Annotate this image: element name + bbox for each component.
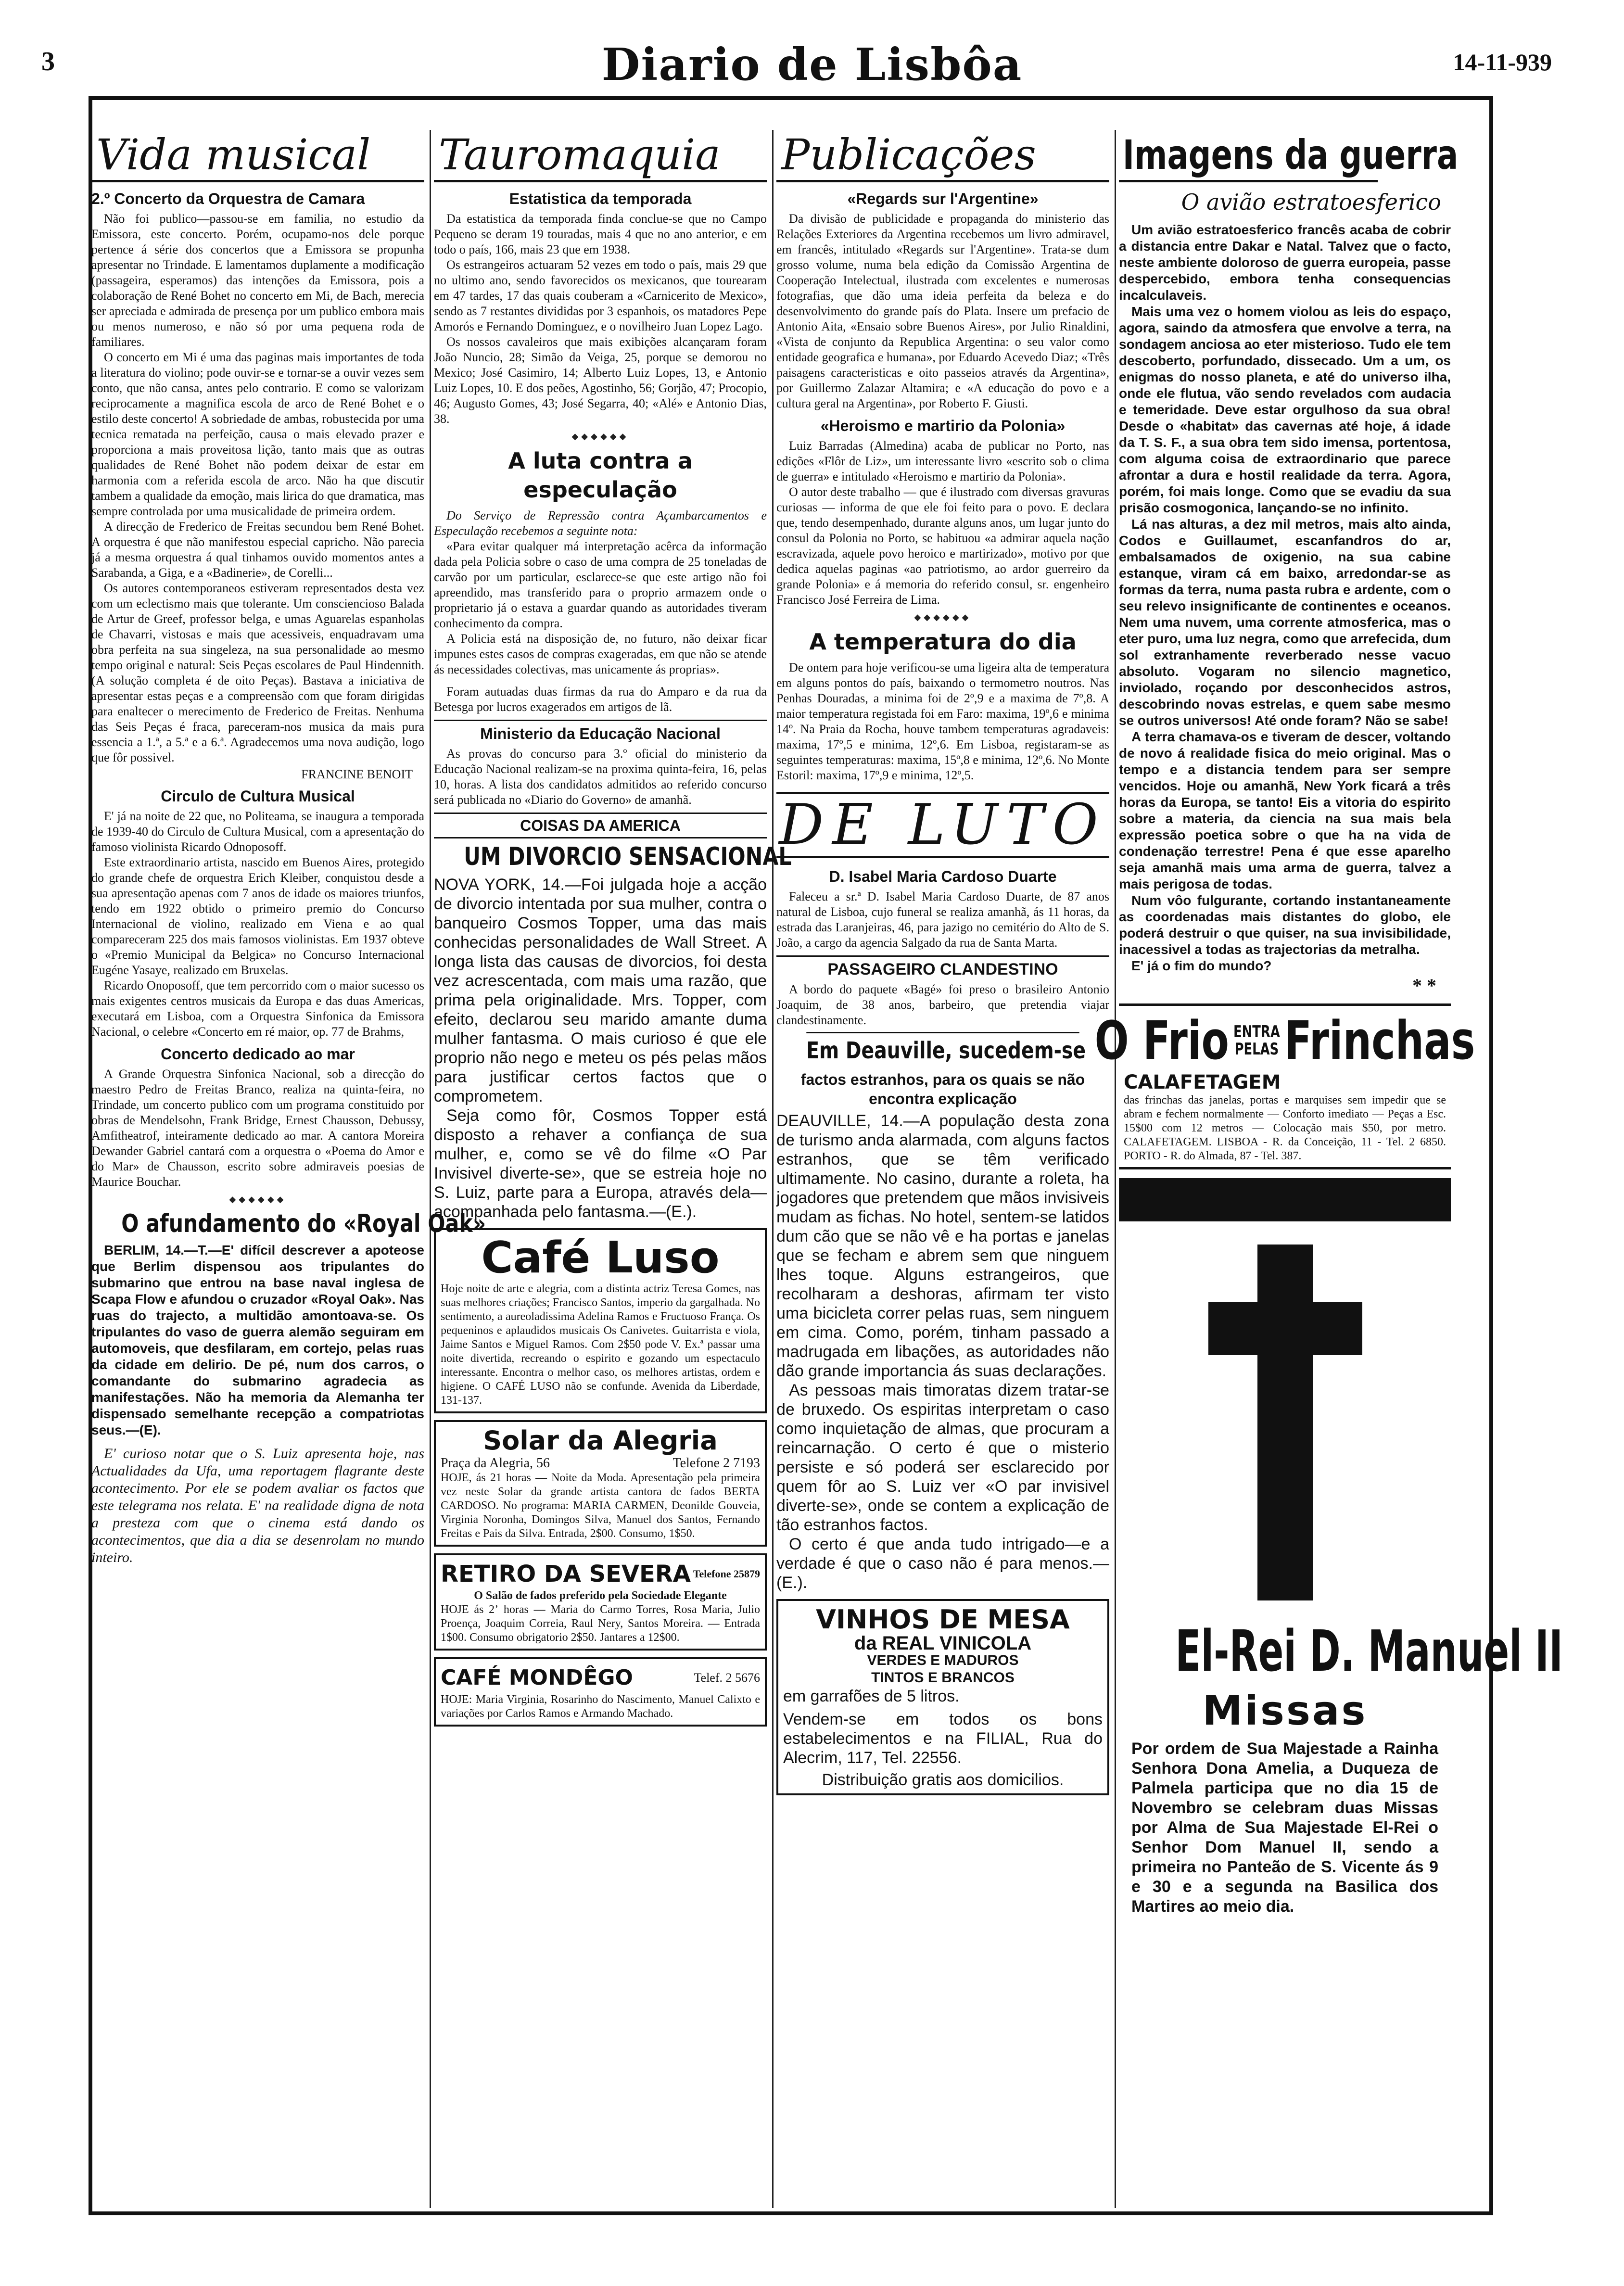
section-title: Publicações: [776, 130, 1109, 182]
ad-title: Solar da Alegria: [483, 1425, 718, 1456]
ad-text: Hoje noite de arte e alegria, com a distinta actriz Teresa Gomes, nas suas melhores criações; Francisco Santos, imperio da gargalhada. No sentimento, a aureoladissima Adelina Ramos e Fructuoso França. Os pequeninos e aplaudidos musicais Os Canivetes. Guitarrista e viola, Jaime Santos e Miguel Ramos. Com 2$50 pode V. Ex.ª passar uma noite divertida, recreando o espirito e gozando um espectaculo interessante. Encontra o melhor caso, os melhores artistas, ordem e higiene. O CAFÉ LUSO não se confunde. Avenida da Liberdade, 131-137.: [441, 1283, 760, 1407]
ad-line: da REAL VINICOLA: [854, 1633, 1032, 1654]
column-vida-musical: [91, 130, 486, 2213]
ornament-divider: ◆◆◆◆◆◆: [229, 1194, 287, 1204]
article-paragraph: Num vôo fulgurante, cortando instantaneamente as coordenadas mais distantes do globo, ele poderá destruir o que quiser, na sua invisibilidade, inacessivel a todas as trajectorias da metralha.: [1119, 893, 1451, 957]
ad-title: O Frio ENTRA PELAS Frinchas: [1094, 1010, 1475, 1071]
article-kicker: COISAS DA AMERICA: [434, 813, 767, 838]
article-paragraph: E' já o fim do mundo?: [1131, 958, 1272, 973]
article-paragraph: «Para evitar qualquer má interpretação acêrca da informação dada pela Policia sobre o caso de uma compra de 25 toneladas de carvão por um particular, esclarece-se que este artigo não foi apreendido, mas transferido para o proprio armazem onde o proprietario já o estava a guardar quando as autoridades tiveram conhecimento da compra.: [434, 539, 767, 630]
article-heading: «Regards sur l'Argentine»: [847, 190, 1039, 207]
article-paragraph: Os estrangeiros actuaram 52 vezes em todo o país, mais 29 que no ultimo ano, sendo favorecidos os mexicanos, que tourearam em 47 tardes, 17 das quais couberam a «Carnicerito de Mexico», sendo as 7 restantes divididas por 3 espanhois, os matadores Pepe Amorós e Fernando Dominguez, e o novilheiro Juan Lopez Lago.: [434, 258, 767, 333]
column-rule: [1115, 130, 1116, 2208]
article-heading: Ministerio da Educação Nacional: [434, 720, 767, 743]
ad-solar-da-alegria: [434, 1420, 767, 1547]
ad-text: HOJE: Maria Virginia, Rosarinho do Nascimento, Manuel Calixto e variações por Carlos Ramos e Armando Machado.: [441, 1693, 760, 1720]
obituary-name: El-Rei D. Manuel II: [1175, 1618, 1563, 1684]
section-title: Imagens da guerra: [1119, 130, 1378, 182]
ad-phone: Telefone 2 7193: [672, 1456, 760, 1471]
ad-title: Café Luso: [481, 1232, 720, 1283]
article-paragraph: Este extraordinario artista, nascido em Buenos Aires, protegido do grande chefe de orquestra Erich Kleiber, conquistou desde a sua apresentação apenas com 7 anos de idade os maiores triunfos, tendo em 1922 obtido o primeiro premio do Concurso Internacional de violino, realizado em Viena e ao qual compareceram 225 dos mais famosos violinistas. Em 1937 obteve o «Premio Municipal da Belgica» no Concurso Internacional Eugéne Yasaye, realizado em Bruxelas.: [91, 855, 424, 977]
article-paragraph: Os autores contemporaneos estiveram representados desta vez com um eclectismo mais que tolerante. Um consciencioso Balada de Artur de Greef, professor belga, e umas Aguarelas espanholas de Chavarri, vistosas e mais que acessiveis, enquadravam uma obra perfeita na sua singeleza, na sua personalidade ao mesmo tempo original e natural: Seis Peças escolares de Paul Hindennith. (A solução completa é de oito Peças). Bastava a iniciativa de apresentar estas peças e a compreensão com que foram dirigidas para enaltecer o merecimento de Frederico de Freitas. Nenhuma das Seis Peças é fraca, pareceram-nos musica da mais pura essencia a 1.ª, a 5.ª e a 6.ª. Agradecemos uma nova audição, logo que fôr possivel.: [91, 581, 424, 764]
obituary-heading: Missas: [1202, 1687, 1368, 1734]
ornament-divider: ◆◆◆◆◆◆: [571, 432, 629, 441]
obituary-banner: DE LUTO: [776, 792, 1109, 858]
column-rule: [772, 130, 774, 2208]
obituary-text: Por ordem de Sua Majestade a Rainha Senhora Dona Amelia, a Duqueza de Palmela participa que no dia 15 de Novembro se celebram duas Missas por Alma de Sua Majestade El-Rei o Senhor Dom Manuel II, sendo a primeira no Panteão de S. Vicente ás 9 e 30 e a segunda na Basilica dos Martires ao meio dia.: [1131, 1740, 1438, 1916]
ad-cafe-luso: [434, 1228, 767, 1413]
article-paragraph: Os nossos cavaleiros que mais exibições alcançaram foram João Nuncio, 28; Simão da Veiga, 25, porque se demorou no Mexico; José Casimiro, 14; Alberto Luiz Lopes, 13, e Antonio Luiz Lopes, 10. E dos peões, Agostinho, 56; Gorjão, 47; Procopio, 46; Augusto Gomes, 43; José Segarra, 40; «Alé» e Antonio Dias, 38.: [434, 335, 767, 426]
article-lead: Do Serviço de Repressão contra Açambarcamentos e Especulação recebemos a seguinte nota:: [434, 508, 767, 538]
article-heading: Circulo de Cultura Musical: [161, 787, 355, 805]
article-paragraph: Um avião estratoesferico francês acaba de cobrir a distancia entre Dakar e Natal. Talvez que o facto, neste ambiente doloroso de guerra europeia, passe despercebido, embora tenha consequencias incalculaveis.: [1119, 222, 1451, 303]
article-paragraph: O concerto em Mi é uma das paginas mais importantes de toda a literatura do violino; pode ouvir-se e tornar-se a ouvir vezes sem conto, que não cansa, antes pelo contrario. E como se valorizam reciprocamente a magnifica escola de arco de René Bohet e o estilo deste concerto! A sobriedade de ambas, robustecida por uma tecnica rematada na perfeição, causa o mais elevado prazer e proporciona a mais proveitosa lição, tanto mais que as outras qualidades de René Bohet não podem deixar de estar em harmonia com a referida escola de arco. Não ha que discutir tambem a qualidade da emoção, mais lirica do que dramatica, mas sempre controlada por uma musicalidade de primeira ordem.: [91, 350, 424, 518]
article-paragraph: Seja como fôr, Cosmos Topper está disposto a rehaver a confiança de sua mulher, e, como se vê do filme «O Par Invisivel diverte-se», que se estreia hoje no S. Luiz, parte para a Europa, através dela—acompanhada pelo fantasma.—(E.).: [434, 1106, 767, 1221]
ad-vinhos-de-mesa: [776, 1599, 1109, 1795]
ad-title: RETIRO DA SEVERA: [441, 1561, 691, 1588]
article-paragraph: A bordo do paquete «Bagé» foi preso o brasileiro Antonio Joaquim, de 38 anos, barbeiro, que pretendia viajar clandestinamente.: [776, 982, 1109, 1027]
article-headline: A temperatura do dia: [809, 629, 1077, 655]
article-paragraph: E' já na noite de 22 que, no Politeama, se inaugura a temporada de 1939-40 do Circulo de Cultura Musical, com a apresentação do famoso violinista Ricardo Odnoposoff.: [91, 809, 424, 854]
article-paragraph: Foram autuadas duas firmas da rua do Amparo e da rua da Betesga por lucros exagerados em artigos de lã.: [434, 685, 767, 714]
section-title: Vida musical: [91, 130, 424, 182]
article-paragraph: Mais uma vez o homem violou as leis do espaço, agora, saindo da atmosfera que envolve a terra, na sondagem anciosa ao eter misterioso. Tudo ele tem descoberto, porfundado, dissecado. Um a um, os enigmas do nosso planeta, e até do universo ilha, onde ele flutua, vão sendo revelados com audacia e temeridade. Deve estar orgulhoso da sua obra! Desde o «habitat» das cavernas até hoje, á idade da T. S. F., a sua obra tem sido imensa, portentosa, com alguma coisa de extraordinario que parece afrontar a dura e hostil realidade da terra. Agora, porém, foi mais longe. Como que se evadiu da sua prisão cosmogonica, lançando-se no infinito.: [1119, 304, 1451, 515]
article-headline: Em Deauville, sucedem-se: [806, 1032, 1079, 1065]
article-headline: UM DIVORCIO SENSACIONAL: [464, 842, 792, 871]
ad-address: Praça da Alegria, 56: [441, 1456, 550, 1471]
article-subheading: factos estranhos, para os quais se não encontra explicação: [800, 1071, 1085, 1107]
article-heading: 2.º Concerto da Orquestra de Camara: [91, 190, 365, 207]
ornament-divider: ◆◆◆◆◆◆: [914, 612, 972, 622]
article-paragraph: Da estatistica da temporada finda conclue-se que no Campo Pequeno se deram 19 touradas, mais 4 que no ano anterior, e em todo o país, 166, mais 23 que em 1938.: [434, 212, 767, 256]
cross-icon: [1119, 1230, 1451, 1605]
article-paragraph: De ontem para hoje verificou-se uma ligeira alta de temperatura em alguns pontos do país, baixando o termometro noutros. Nas Penhas Douradas, a minima foi de 2º,9 e a maxima de 7º,8. A maior temperatura registada foi em Faro: maxima, 19º,6 e minima 14º. Na Praia da Rocha, houve tambem temperaturas agradaveis: maxima, 17º,5 e minima, 12º,6. Em Lisboa, registaram-se as seguintes temperaturas: maxima, 15º,8 e minima, 12º,6. No Monte Estoril: maxima, 17º,9 e minima, 12º,5.: [776, 660, 1109, 782]
article-paragraph: Ricardo Onoposoff, que tem percorrido com o maior sucesso os mais exigentes centros musicais da Europa e das duas Americas, executará em Lisboa, com a Orquestra Sinfonica da Emissora Nacional, o celebre «Concerto em ré maior, op. 77 de Brahms,: [91, 978, 424, 1039]
article-paragraph: BERLIM, 14.—T.—E' difícil descrever a apoteose que Berlim dispensou aos tripulantes do submarino que entrou na base naval inglesa de Scapa Flow e afundou o cruzador «Royal Oak». Nas ruas do trajecto, a multidão amontoava-se. Os tripulantes do vaso de guerra alemão seguiram em automoveis, que desfilaram, em cortejo, pelas ruas da cidade em delirio. De pé, num dos carros, o comandante do submarino agradecia as manifestações. Não ha memoria da Alemanha ter dispensado semelhante recepção a compatriotas seus.—(E).: [91, 1243, 424, 1437]
ad-text: das frinchas das janelas, portas e marquises sem impedir que se abram e fechem normalmente — Conforto imediato — Peças a Esc. 15$00 com 12 metros — Colocação mais $50, por metro. CALAFETAGEM. LISBOA - R. da Conceição, 11 - Tel. 2 6850. PORTO - R. do Almada, 87 - Tel. 387.: [1124, 1094, 1446, 1162]
article-paragraph: Lá nas alturas, a dez mil metros, mais alto ainda, Codos e Guillaumet, escanfandros do ar, embalsamados de oxigenio, na sua cabine estanque, viram cá em baixo, arredondar-se as formas da terra, numa pasta rubra e ardente, com o seu relevo insignificante de continentes e oceanos. Nem uma nuvem, uma corrente atmosferica, mas o eter puro, uma luz negra, como que arrefecida, dum sol extranhamente reverberado nesse vacuo absoluto. Vogaram no silencio magnetico, inviolado, roçando por desconhecidos astros, descobrindo novas estrelas, e quem sabe mesmo se outros universos! Até onde foram? Não se sabe!: [1119, 517, 1451, 728]
article-heading: Concerto dedicado ao mar: [161, 1045, 355, 1063]
article-paragraph: Não foi publico—passou-se em familia, no estudio da Emissora, este concerto. Porém, ocupamo-nos dele porque pertence á série dos concertos que a Emissora se propunha apresentar no Trindade. E lamentamos duplamente a modificação (passageira, esperamos) das intenções da Emissora, pois a colaboração de René Bohet no concerto em Mi, de Bach, merecia ser apreciada e admirada de presença por um publico embora mais ou menos numeroso, e não só por uma pequena roda de familiares.: [91, 212, 424, 349]
ad-retiro-da-severa: [434, 1553, 767, 1651]
page-number: 3: [41, 47, 55, 76]
author-signature: FRANCINE BENOIT: [301, 767, 413, 781]
article-paragraph: As pessoas mais timoratas dizem tratar-se de bruxedo. Os espiritas interpretam o caso como inquietação de almas, que procuram a reincarnação. O certo é que o misterio persiste e só poderá ser esclarecido por quem fôr ao S. Luiz ver «O par invisivel diverte-se», onde se contem a explicação de tão estranhos factos.: [776, 1381, 1109, 1534]
article-heading: D. Isabel Maria Cardoso Duarte: [829, 868, 1057, 885]
ad-subtitle: O Salão de fados preferido pela Sociedade Elegante: [474, 1589, 727, 1602]
article-paragraph: O certo é que anda tudo intrigado—e a verdade é que o caso não é para menos.—(E.).: [776, 1535, 1109, 1592]
ad-title: VINHOS DE MESA: [816, 1604, 1070, 1635]
article-paragraph: O autor deste trabalho — que é ilustrado com diversas gravuras curiosas — informa de que ele foi feito para o povo. E declara que, tendo desempenhado, durante alguns anos, um lugar junto do consul da Polonia no Porto, se habituou «a admirar aquela nação escravizada, aquele povo heroico e martirizado», motivo por que dedica aquelas paginas «ao patriotismo, ao ardor guerreiro da grande Polonia» e á memoria do referido consul, sr. engenheiro Francisco José Ferreira de Lima.: [776, 485, 1109, 607]
ad-frio-frinchas: [1094, 1003, 1475, 1169]
ad-phone: Telef. 2 5676: [694, 1671, 760, 1685]
article-paragraph: As provas do concurso para 3.º oficial do ministerio da Educação Nacional realizam-se na proxima quinta-feira, 16, pelas 10, horas. A lista dos candidatos admitidos ao referido concurso será publicada no «Diario do Governo» de amanhã.: [434, 747, 767, 807]
article-paragraph: Luiz Barradas (Almedina) acaba de publicar no Porto, nas edições «Flôr de Liz», um interessante livro «escrito sob o clima de guerra» e intitulado «Heroismo e martirio da Polonia».: [776, 439, 1109, 483]
article-paragraph: A direcção de Frederico de Freitas secundou bem René Bohet. A orquestra é que não manifestou especial capricho. Não parecia já a mesma orquestra á qual tinhamos ouvido momentos antes a Sarabanda, a Giga, e a «Badinerie», de Corelli...: [91, 520, 424, 580]
mourning-bar: [1119, 1178, 1451, 1221]
article-paragraph: Da divisão de publicidade e propaganda do ministerio das Relações Exteriores da Argentina recebemos um livro admiravel, em francês, intitulado «Regards sur l'Argentine». Trata-se dum grosso volume, numa bela edição da Comissão Argentina de Cooperação Intelectual, ilustrada com excelentes e numerosas fotografias, que dão uma ideia perfeita da beleza e do desenvolvimento do grande país do Plata. Insere um prefacio de Antonio Aita, «Ensaio sobre Buenos Aires», por Julio Rinaldini, «Vista de conjunto da Republica Argentina: o seu valor como entidade geografica e humana», por Eduardo Acevedo Diaz; «Três paisagens caracteristicas e oito passeios através da Argentina», por Guillermo Zalazar Altamira; e «A educação do povo e a cultura geral na Argentina», por Roberto F. Giusti.: [776, 212, 1109, 410]
ad-brand: CALAFETAGEM: [1124, 1071, 1281, 1093]
article-paragraph: NOVA YORK, 14.—Foi julgada hoje a acção de divorcio intentada por sua mulher, contra o banqueiro Cosmos Topper, uma das mais conhecidas personalidades de Wall Street. A longa lista das causas de divorcios, foi desta vez acrescentada, com mais uma razão, que prima pela originalidade. Mrs. Topper, com efeito, declarou seu marido amante duma mulher fantasma. O mais curioso é que ele proprio não nego e meteu os pés pelas mãos para justificar certos factos que o comprometem.: [434, 876, 767, 1105]
article-note: E' curioso notar que o S. Luiz apresenta hoje, nas Actualidades da Ufa, uma reportagem flagrante deste acontecimento. Por ele se podem avaliar os factos que este telegrama nos relata. E' na realidade digna de nota a presteza com que o cinema está dando os acontecimentos, que dia a dia se desenrolam no mundo inteiro.: [91, 1446, 424, 1565]
article-heading: Estatistica da temporada: [509, 190, 692, 207]
obituary-notice: [1119, 1178, 1563, 1917]
end-marker: * *: [1412, 975, 1436, 996]
article-paragraph: Faleceu a sr.ª D. Isabel Maria Cardoso Duarte, de 87 anos natural de Lisboa, cujo funeral se realiza amanhã, ás 11 horas, da estrada das Laranjeiras, 46, para jazigo no cemitério do Alto de S. João, a cargo da agencia Salgado da rua de Santa Marta.: [776, 889, 1109, 950]
article-paragraph: A Policia está na disposição de, no futuro, não deixar ficar impunes estes casos de compras exageradas, em que não se atende ás necessidades colectivas, mas unicamente ás proprias».: [434, 632, 767, 676]
ad-phone: Telefone 25879: [693, 1568, 760, 1580]
article-headline: O afundamento do «Royal Oak»: [121, 1209, 486, 1238]
section-title: Tauromaquia: [434, 130, 767, 182]
ad-line: em garrafões de 5 litros.: [783, 1687, 960, 1705]
ad-text: HOJE ás 2ʼ horas — Maria do Carmo Torres, Rosa Maria, Julio Proença, Joaquim Correia, Raul Nery, Santos Moreira. — Entrada 1$00. Consumo obrigatorio 2$50. Jantares a 12$00.: [441, 1603, 760, 1644]
ad-text: HOJE, ás 21 horas — Noite da Moda. Apresentação pela primeira vez neste Solar da grande artista cantora de fados BERTA CARDOSO. No programa: MARIA CARMEN, Deonilde Gouveia, Virginia Noronha, Domingos Silva, Manuel dos Santos, Fernando Freitas e Pais da Silva. Entrada, 2$00. Consumo, 1$50.: [441, 1472, 760, 1540]
masthead: Diario de Lisbôa: [601, 38, 1023, 90]
column-tauromaquia: [434, 130, 792, 2213]
article-heading: «Heroismo e martirio da Polonia»: [820, 417, 1066, 434]
ad-line: VERDES E MADUROS: [867, 1652, 1019, 1668]
column-rule: [430, 130, 431, 2208]
article-headline: A luta contra a especulação: [508, 448, 693, 503]
ad-footer: Distribuição gratis aos domicilios.: [822, 1771, 1064, 1789]
column-imagens-da-guerra: [1094, 130, 1563, 2213]
article-paragraph: A terra chamava-os e tiveram de descer, voltando de novo á realidade fisica do meio original. Mas o tempo e a distancia tendem para ser sempre vencidos. Hoje ou amanhã, New York ficará a três horas da Europa, se tanto! Eis a vitoria do espirito sobre a materia, da ciencia na sua mais bela expressão poetica sobre o que ha na vida de condenação terrestre! Pena é que esse aparelho seja amanhã mais uma arma de guerra, talvez a mais perigosa de todas.: [1119, 729, 1451, 891]
article-heading: PASSAGEIRO CLANDESTINO: [776, 955, 1109, 979]
ad-cafe-mondego: [434, 1657, 767, 1727]
article-paragraph: DEAUVILLE, 14.—A população desta zona de turismo anda alarmada, com alguns factos estranhos, que se têm verificado ultimamente. No casino, durante a roleta, ha jogadores que pretendem que mãos invisiveis mudam as fichas. No hotel, sentem-se latidos dum cão que se não vê e ha portas e janelas que se fecham e abrem sem que ninguem lhes toque. Alguns estrangeiros, que recolharam a deshoras, afirmam ter visto uma bicicleta correr pelas ruas, sem ninguem em cima. Como, porém, tinham passado a madrugada em libações, as autoridades não dão grande importancia ás suas declarações.: [776, 1112, 1109, 1380]
article-subtitle: O avião estratoesferico: [1181, 189, 1441, 215]
article-paragraph: A Grande Orquestra Sinfonica Nacional, sob a direcção do maestro Pedro de Freitas Branco, realiza na quinta-feira, no Trindade, um concerto publico com um programa constituido por obras de Mendelsohn, Frank Bridge, Ernest Chausson, Debussy, Amfitheatrof, inteiramente dedicado ao mar. A cantora Moreira Dewander Gabriel cantará com a orquestra o «Poema do Amor e do Mar» de Chausson, escrito sobre admiraveis poesias de Maurice Bouchar.: [91, 1067, 424, 1189]
column-publicacoes: [776, 130, 1109, 2213]
ad-text: Vendem-se em todos os bons estabelecimentos e na FILIAL, Rua do Alecrim, 117, Tel. 22556.: [783, 1710, 1103, 1767]
issue-date: 14-11-939: [1453, 49, 1552, 76]
ad-title: CAFÉ MONDÊGO: [441, 1665, 633, 1690]
ad-line: TINTOS E BRANCOS: [871, 1670, 1015, 1686]
